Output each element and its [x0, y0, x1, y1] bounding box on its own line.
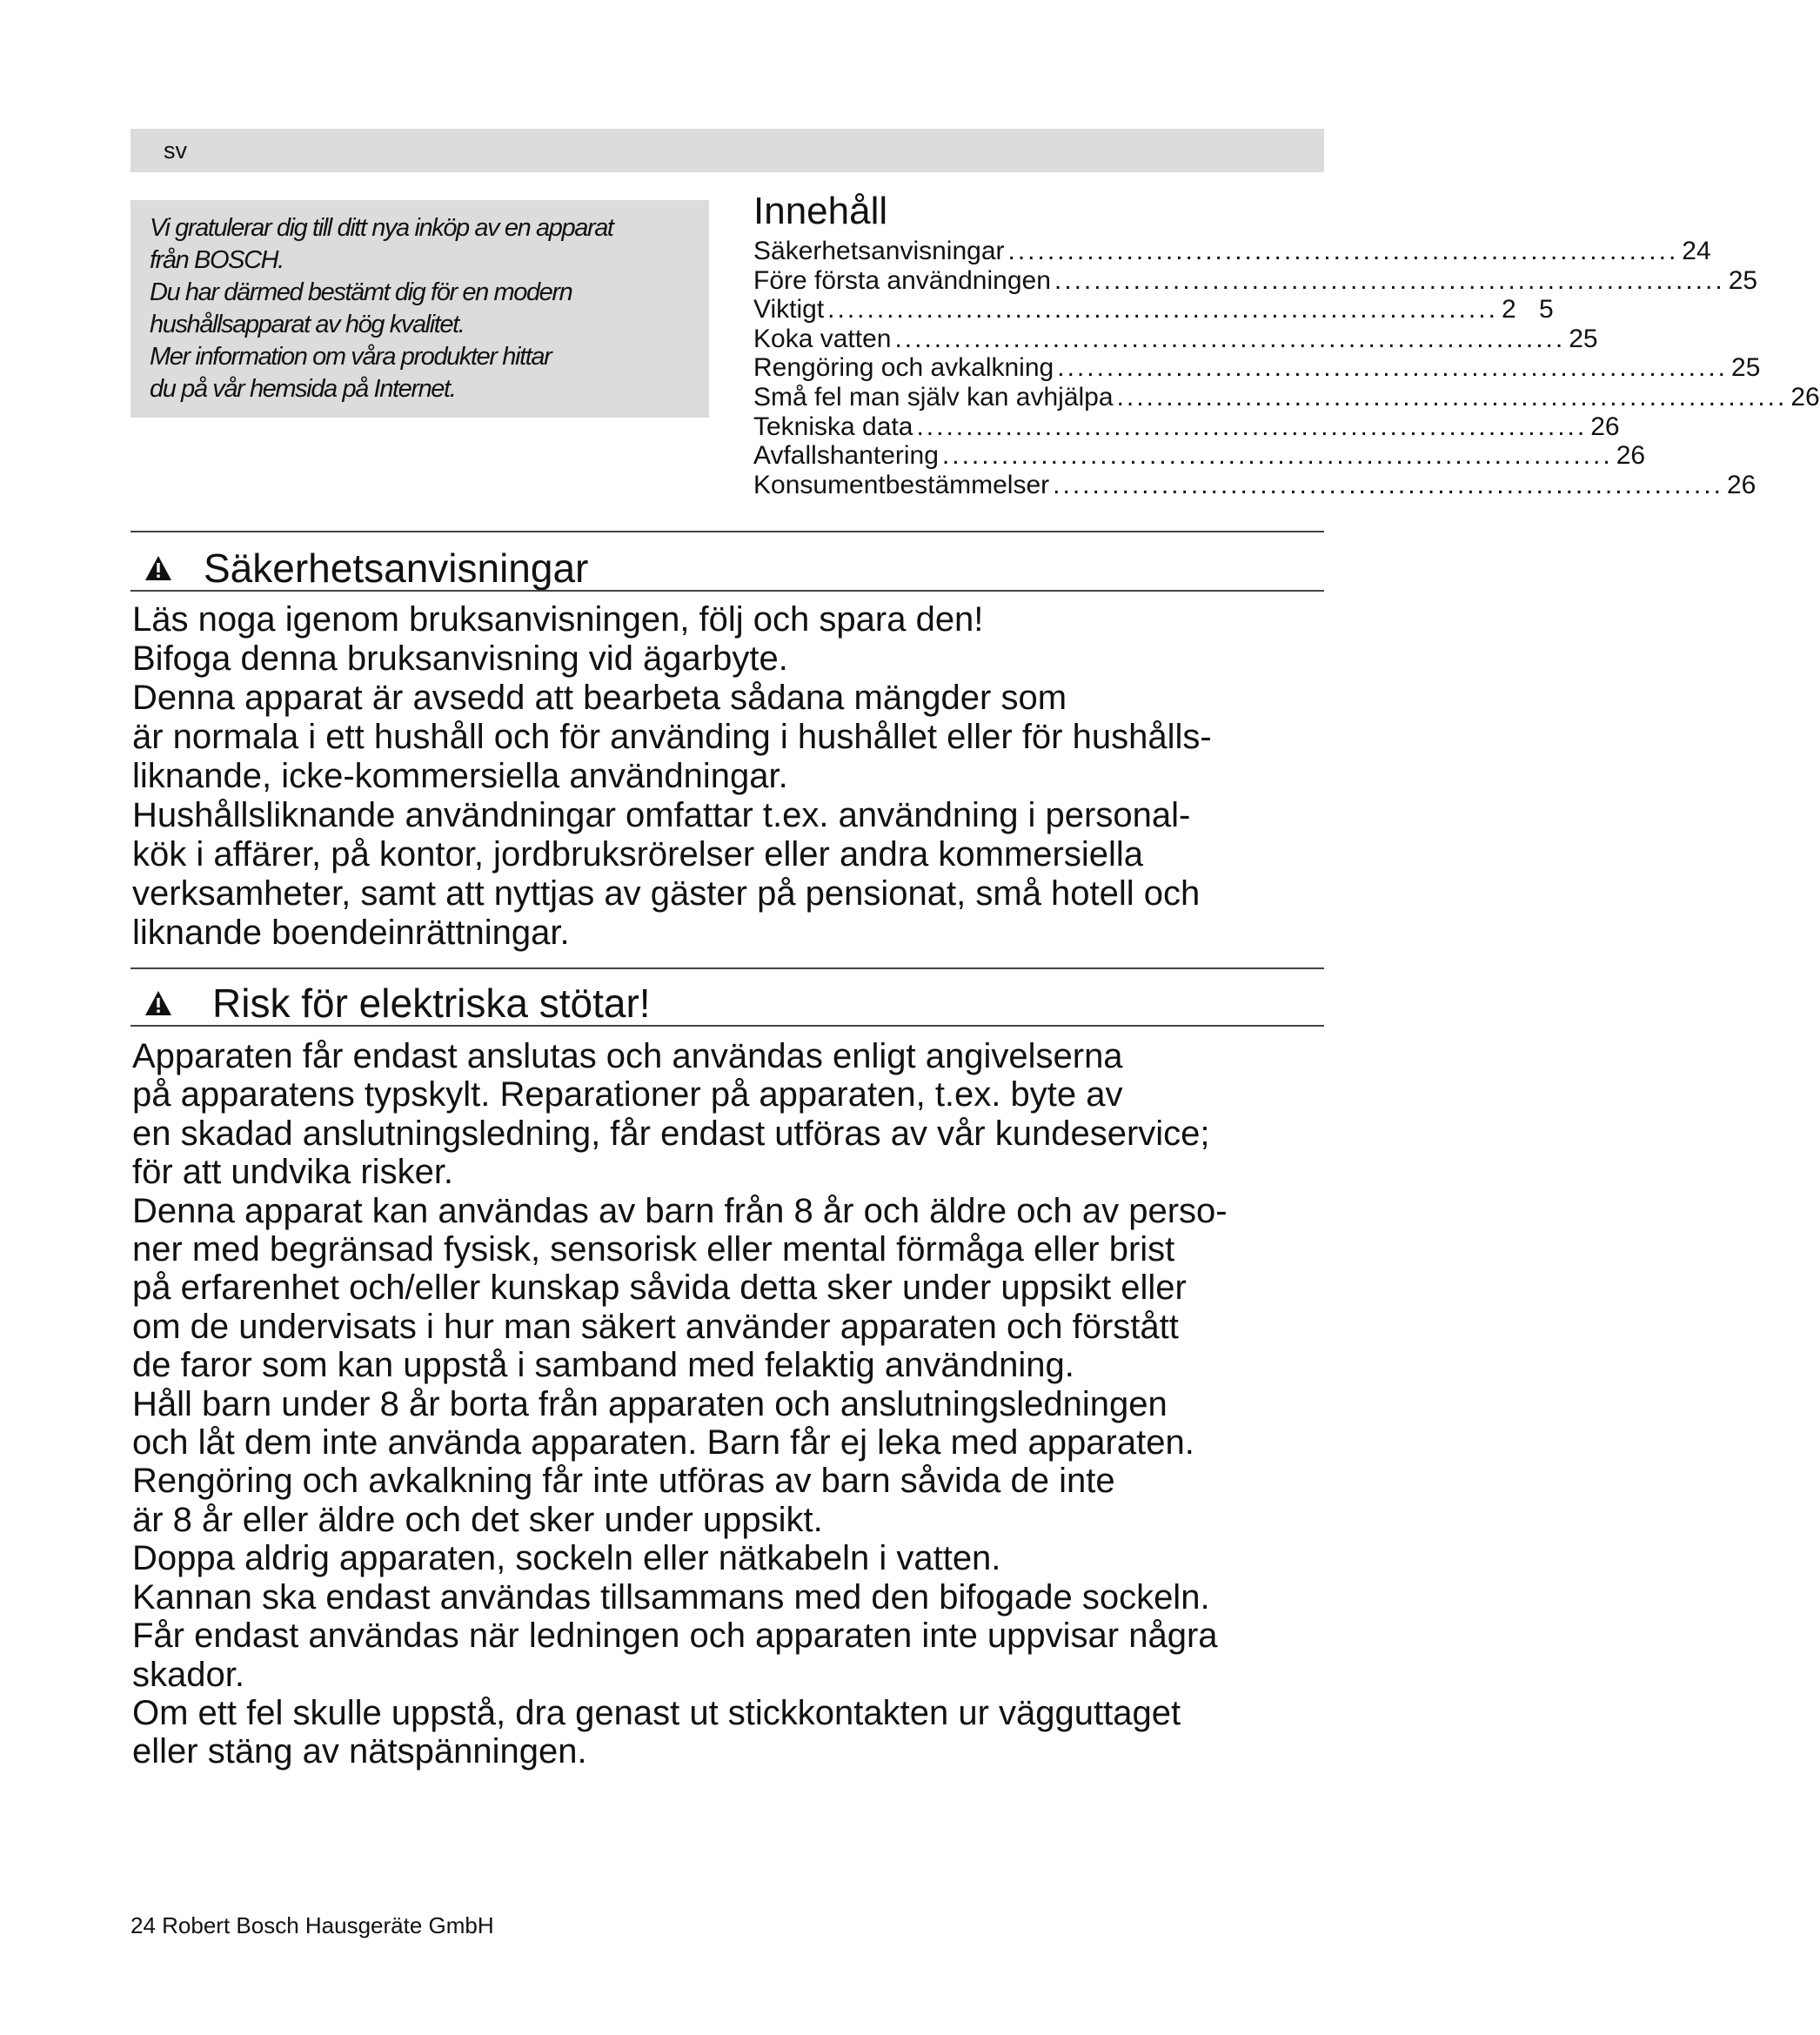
- safety-text: [132, 600, 1350, 953]
- toc-entry-page: 26: [1616, 441, 1646, 471]
- toc-leader-dots: ....................................................................: [1007, 237, 1679, 265]
- toc-entry-page: 2 5: [1501, 295, 1554, 325]
- toc-entry-page: 26: [1590, 412, 1620, 441]
- text-line: liknande boendeinrättningar.: [132, 914, 570, 952]
- safety-title: Säkerhetsanvisningar: [204, 546, 589, 591]
- toc-entry-label: Rengöring och avkalkning: [753, 353, 1054, 383]
- section-divider-bottom: [130, 590, 1324, 592]
- toc-leader-dots: ....................................................................: [916, 412, 1588, 441]
- language-code: sv: [164, 137, 187, 164]
- text-line: Denna apparat är avsedd att bearbeta sådana mängder som: [132, 679, 1067, 717]
- text-line: Doppa aldrig apparaten, sockeln eller nätkabeln i vatten.: [132, 1539, 1001, 1578]
- text-line: på apparatens typskylt. Reparationer på apparaten, t.ex. byte av: [132, 1075, 1123, 1115]
- toc-leader-dots: ....................................................................: [1054, 265, 1725, 295]
- toc-leader-dots: ....................................................................: [1116, 382, 1788, 412]
- text-line: Om ett fel skulle uppstå, dra genast ut stickkontakten ur vägguttaget: [132, 1693, 1181, 1732]
- toc-entry-label: Konsumentbestämmelser: [753, 470, 1050, 499]
- text-line: de faror som kan uppstå i samband med felaktig användning.: [132, 1346, 1074, 1385]
- text-line: Rengöring och avkalkning får inte utföras av barn såvida de inte: [132, 1462, 1115, 1501]
- text-line: om de undervisats i hur man säkert använder apparaten och förstått: [132, 1307, 1179, 1346]
- text-line: ner med begränsad fysisk, sensorisk eller mental förmåga eller brist: [132, 1230, 1175, 1269]
- toc-title: Innehåll: [753, 190, 888, 232]
- toc-entry-page: 26: [1790, 382, 1820, 412]
- toc-entry-label: Före första användningen: [753, 265, 1051, 295]
- electric-heading: [130, 981, 1324, 1025]
- intro-line: Du har därmed bestämt dig för en modern: [150, 278, 572, 306]
- toc-entry-label: Viktigt: [753, 295, 825, 325]
- text-line: verksamheter, samt att nyttjas av gäster på pensionat, små hotell och: [132, 874, 1201, 913]
- intro-box: [130, 200, 709, 418]
- toc-leader-dots: ....................................................................: [894, 324, 1566, 353]
- text-line: Kannan ska endast användas tillsammans med den bifogade sockeln.: [132, 1577, 1210, 1617]
- electric-text: [132, 1037, 1350, 1771]
- toc-entry-page: 25: [1728, 265, 1758, 295]
- warning-triangle-icon: [144, 989, 173, 1017]
- toc-entry: [753, 265, 1758, 296]
- text-line: och låt dem inte använda apparaten. Barn får ej leka med apparaten.: [132, 1423, 1194, 1463]
- text-line: Bifoga denna bruksanvisning vid ägarbyte.: [132, 639, 788, 678]
- text-line: Håll barn under 8 år borta från apparaten och anslutningsledningen: [132, 1384, 1168, 1423]
- table-of-contents: [753, 188, 1820, 499]
- intro-line: du på vår hemsida på Internet.: [150, 375, 456, 403]
- intro-line: Vi gratulerar dig till ditt nya inköp av en apparat: [150, 214, 613, 242]
- text-line: eller stäng av nätspänningen.: [132, 1732, 587, 1771]
- toc-entry-page: 24: [1682, 237, 1711, 265]
- page-footer: 24 Robert Bosch Hausgeräte GmbH: [130, 1912, 494, 1938]
- section-divider-top: [130, 531, 1324, 532]
- toc-leader-dots: ....................................................................: [1053, 470, 1723, 499]
- warning-triangle-icon: [144, 554, 173, 582]
- toc-leader-dots: ....................................................................: [1057, 353, 1729, 383]
- toc-entry: [753, 353, 1761, 383]
- toc-entry-page: 26: [1726, 470, 1756, 499]
- toc-entry-label: Tekniska data: [753, 412, 913, 441]
- text-line: Apparaten får endast anslutas och användas enligt angivelserna: [132, 1037, 1123, 1075]
- text-line: liknande, icke-kommersiella användningar.: [132, 757, 788, 795]
- toc-entry-label: Säkerhetsanvisningar: [753, 237, 1005, 265]
- toc-entry-label: Små fel man själv kan avhjälpa: [753, 382, 1114, 412]
- electric-title: Risk för elektriska stötar!: [212, 981, 651, 1026]
- text-line: kök i affärer, på kontor, jordbruksrörelser eller andra kommersiella: [132, 835, 1143, 874]
- text-line: Denna apparat kan användas av barn från 8 år och äldre och av perso-: [132, 1191, 1228, 1230]
- toc-entry: [753, 237, 1711, 266]
- toc-entry-page: 25: [1731, 353, 1761, 383]
- intro-line: Mer information om våra produkter hittar: [150, 343, 552, 371]
- toc-entry: [753, 324, 1598, 354]
- safety-heading: [130, 546, 1324, 590]
- text-line: Hushållsliknande användningar omfattar t.ex. användning i personal-: [132, 796, 1191, 834]
- text-line: Läs noga igenom bruksanvisningen, följ och spara den!: [132, 600, 984, 639]
- intro-line: från BOSCH.: [150, 246, 284, 274]
- toc-entry: [753, 382, 1820, 412]
- toc-entry: [753, 470, 1756, 500]
- toc-leader-dots: ....................................................................: [827, 295, 1498, 325]
- text-line: skador.: [132, 1655, 244, 1694]
- toc-leader-dots: ....................................................................: [941, 441, 1613, 471]
- section-divider-bottom: [130, 1025, 1324, 1027]
- text-line: Får endast användas när ledningen och apparaten inte uppvisar några: [132, 1617, 1218, 1656]
- section-divider-top: [130, 967, 1324, 969]
- toc-entry-label: Koka vatten: [753, 324, 892, 353]
- intro-line: hushållsapparat av hög kvalitet.: [150, 311, 465, 338]
- toc-entry: [753, 412, 1620, 442]
- toc-entry: [753, 295, 1554, 325]
- text-line: för att undvika risker.: [132, 1153, 454, 1192]
- language-bar: [130, 129, 1324, 172]
- text-line: är 8 år eller äldre och det sker under uppsikt.: [132, 1500, 823, 1539]
- text-line: på erfarenhet och/eller kunskap såvida detta sker under uppsikt eller: [132, 1269, 1187, 1308]
- toc-entry-page: 25: [1569, 324, 1598, 353]
- toc-entry-label: Avfallshantering: [753, 441, 939, 471]
- text-line: är normala i ett hushåll och för använding i hushållet eller för hushålls-: [132, 718, 1212, 756]
- text-line: en skadad anslutningsledning, får endast utföras av vår kundeservice;: [132, 1114, 1210, 1153]
- toc-entry: [753, 441, 1646, 471]
